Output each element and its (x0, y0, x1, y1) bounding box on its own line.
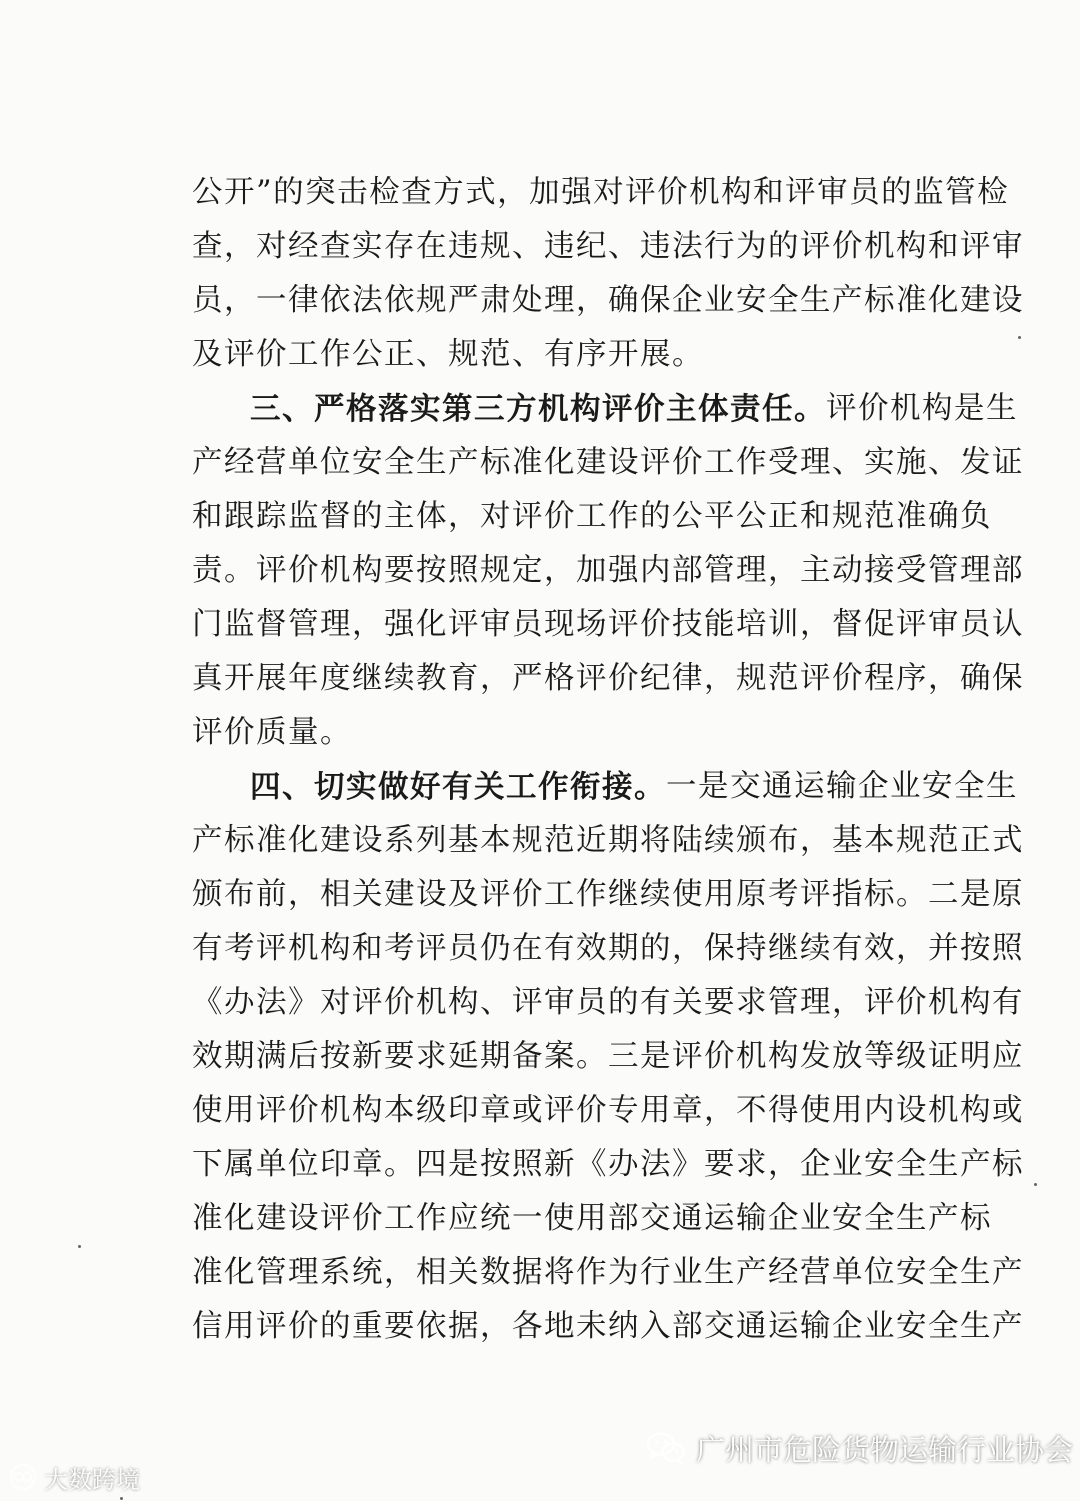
association-watermark (646, 1423, 1073, 1473)
dashuju-watermark-text: 大数跨境 (44, 1465, 140, 1494)
scan-speck (1018, 336, 1021, 339)
dashuju-logo-icon (8, 1462, 38, 1492)
text-line-13: 产标准化建设系列基本规范近期将陆续颁布，基本规范正式 (192, 823, 1024, 858)
association-watermark-text: 广州市危险货物运输行业协会 (696, 1432, 1074, 1467)
text-line-6: 产经营单位安全生产标准化建设评价工作受理、实施、发证 (192, 445, 1024, 480)
text-line-16: 《办法》对评价机构、评审员的有关要求管理，评价机构有 (192, 985, 1024, 1020)
scan-speck (78, 1245, 81, 1248)
scan-speck (120, 1497, 123, 1500)
text-line-1: 公开”的突击检查方式，加强对评价机构和评审员的监管检 (192, 175, 1010, 210)
section-three-heading: 三、严格落实第三方机构评价主体责任。 (250, 391, 826, 427)
text-line-9: 门监督管理，强化评审员现场评价技能培训，督促评审员认 (192, 607, 1024, 642)
text-line-15: 有考评机构和考评员仍在有效期的，保持继续有效，并按照 (192, 931, 1024, 966)
text-line-2: 查，对经查实存在违规、违纪、违法行为的评价机构和评审 (192, 229, 1024, 264)
text-line-14: 颁布前，相关建设及评价工作继续使用原考评指标。二是原 (192, 877, 1024, 912)
text-line-20: 准化建设评价工作应统一使用部交通运输企业安全生产标 (192, 1201, 992, 1236)
section-three-line (250, 389, 1018, 429)
text-line-22: 信用评价的重要依据，各地未纳入部交通运输企业安全生产 (192, 1309, 1024, 1344)
section-four-line (250, 767, 1018, 807)
text-line-11: 评价质量。 (192, 715, 352, 750)
text-line-10: 真开展年度继续教育，严格评价纪律，规范评价程序，确保 (192, 661, 1024, 696)
text-line-7: 和跟踪监督的主体，对评价工作的公平公正和规范准确负 (192, 499, 992, 534)
text-line-4: 及评价工作公正、规范、有序开展。 (192, 337, 704, 372)
text-line-21: 准化管理系统，相关数据将作为行业生产经营单位安全生产 (192, 1255, 1024, 1290)
section-four-text-start: 一是交通运输企业安全生 (666, 769, 1018, 804)
text-line-17: 效期满后按新要求延期备案。三是评价机构发放等级证明应 (192, 1039, 1024, 1074)
section-four-heading: 四、切实做好有关工作衔接。 (250, 769, 666, 805)
dashuju-watermark (8, 1457, 140, 1497)
text-line-8: 责。评价机构要按照规定，加强内部管理，主动接受管理部 (192, 553, 1024, 588)
text-line-18: 使用评价机构本级印章或评价专用章，不得使用内设机构或 (192, 1093, 1024, 1128)
section-three-text-start: 评价机构是生 (826, 391, 1018, 426)
text-line-3: 员，一律依法依规严肃处理，确保企业安全生产标准化建设 (192, 283, 1024, 318)
scan-speck (1034, 1183, 1037, 1186)
text-line-19: 下属单位印章。四是按照新《办法》要求，企业安全生产标 (192, 1147, 1024, 1182)
wechat-icon (646, 1431, 686, 1465)
